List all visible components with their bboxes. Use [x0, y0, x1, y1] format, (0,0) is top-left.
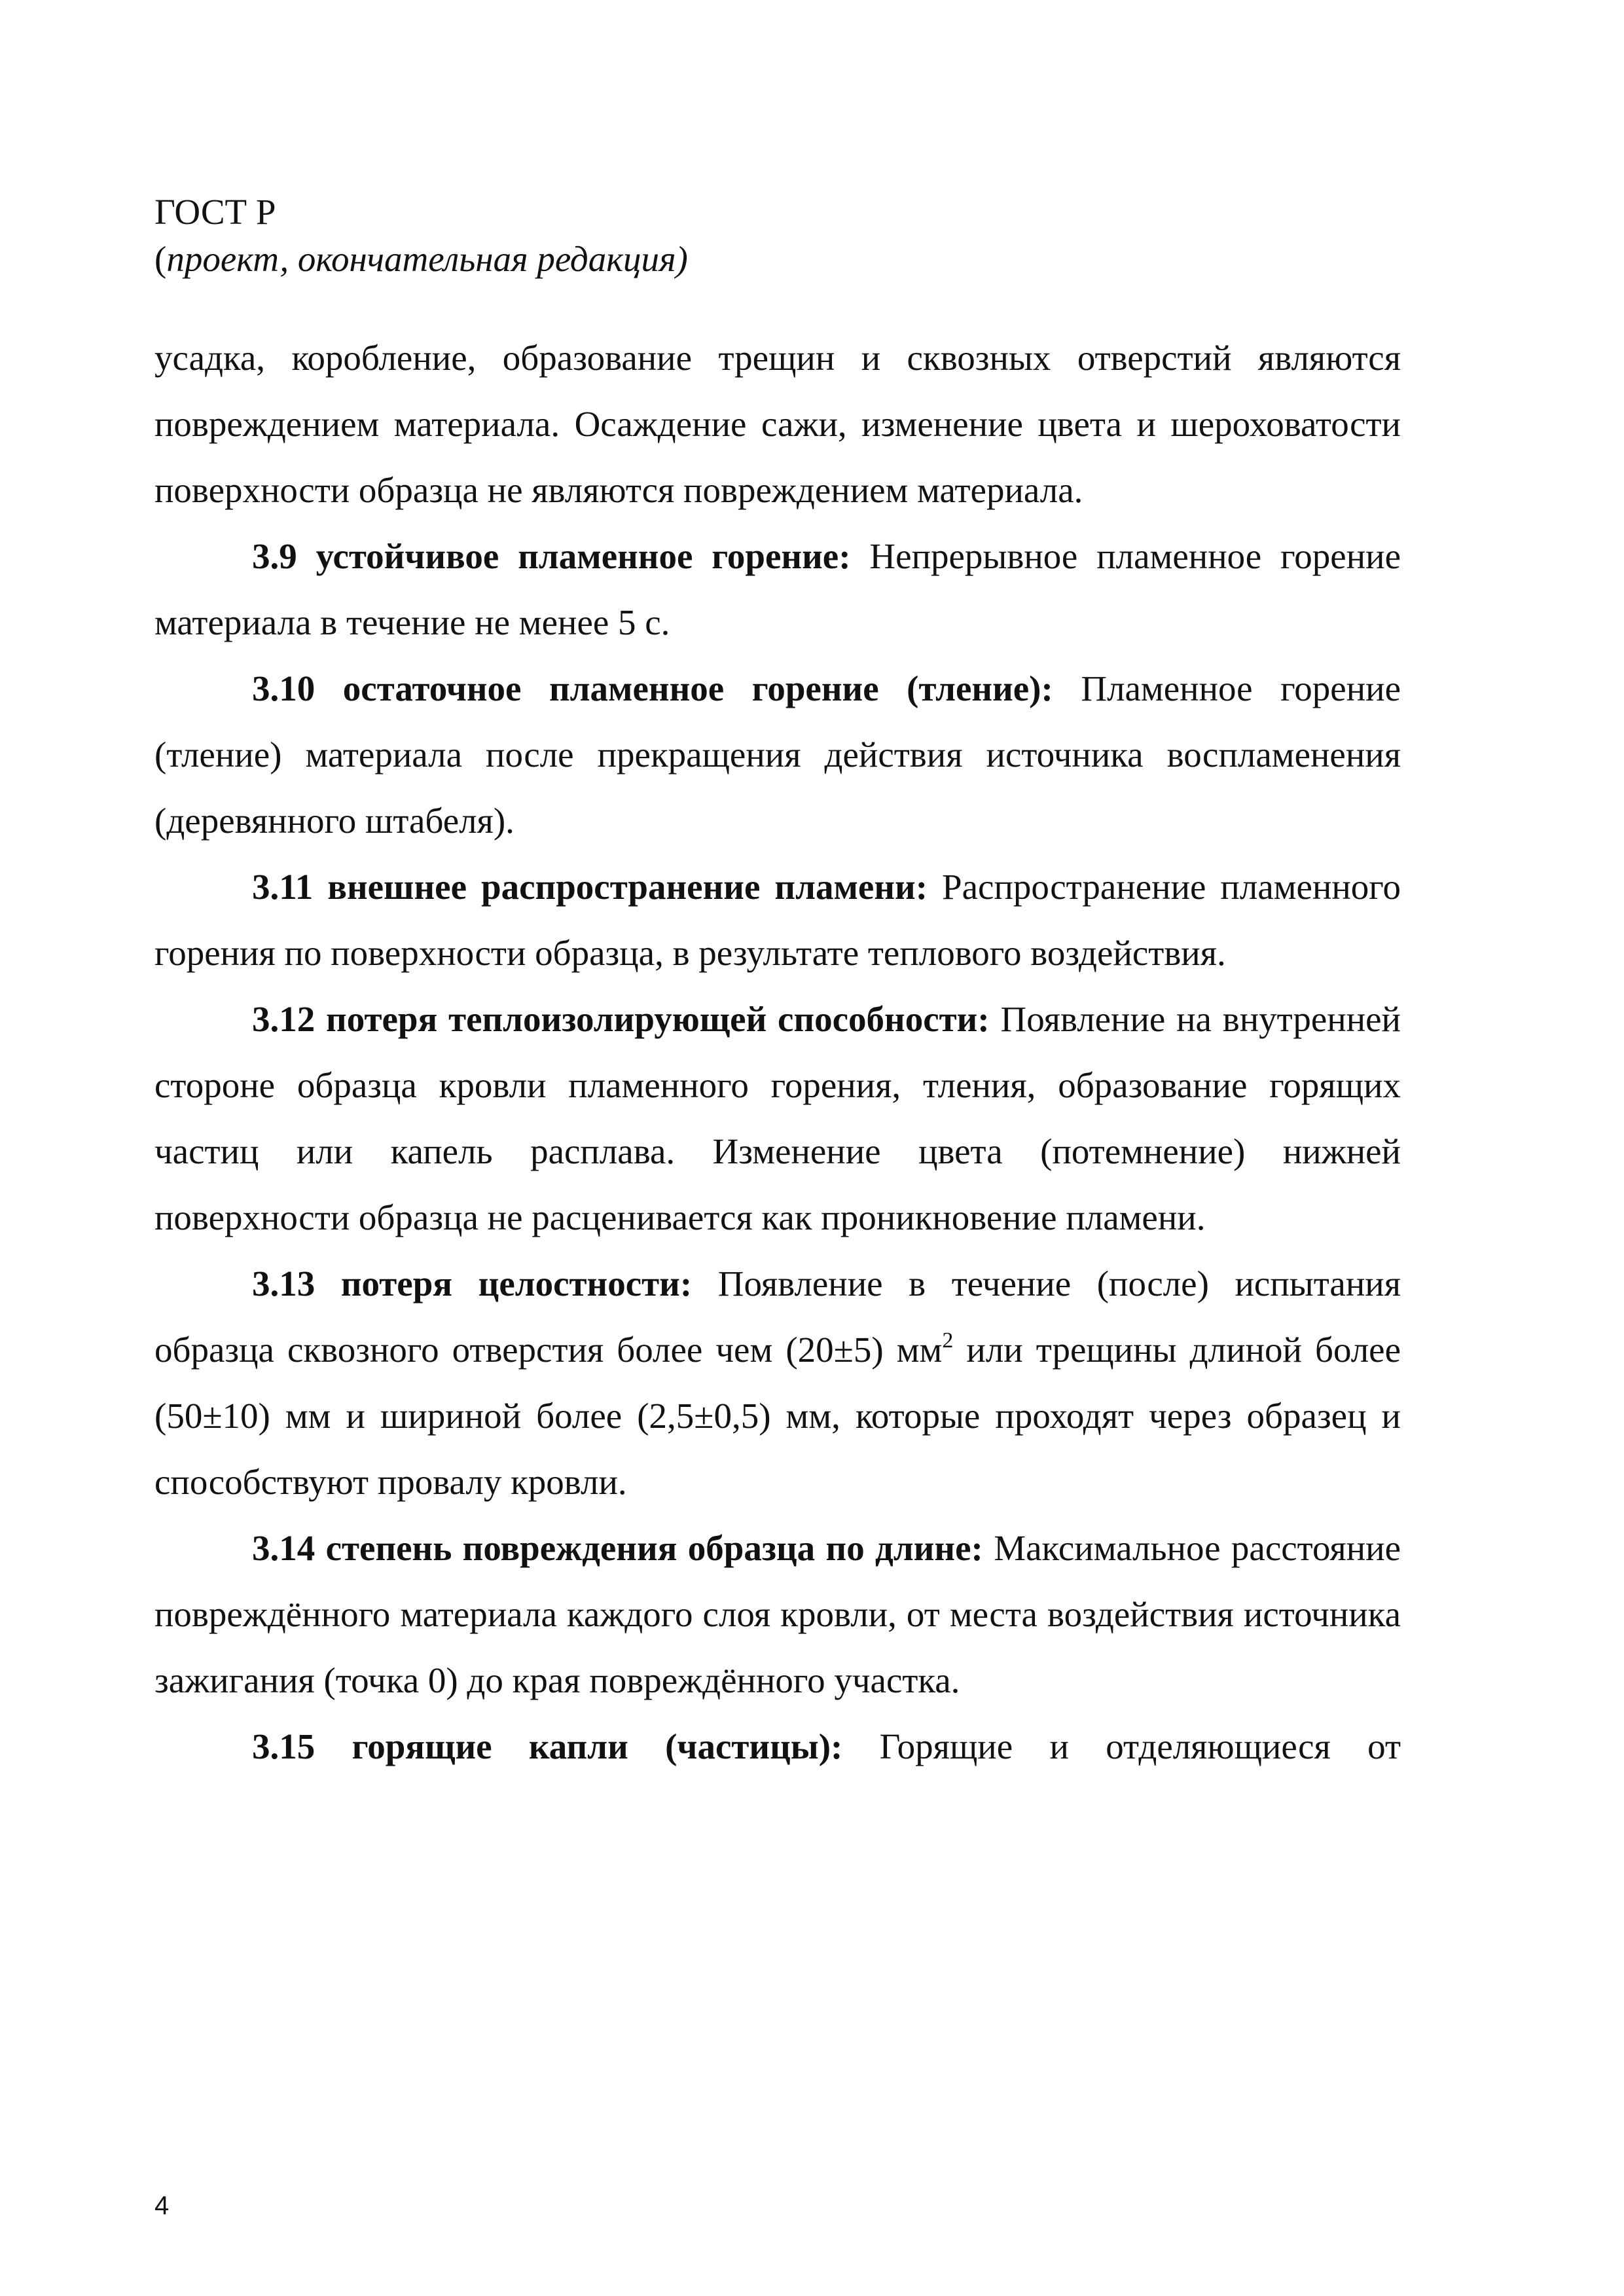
edition-note: [154, 236, 1202, 283]
definition-text: Появление на внутренней стороне образца кровли пламенного горения, тления, образование горящих частиц или капель расплава. Изменение цвета (потемнение) нижней поверхности образца не расценивается как проникновение пламени.: [154, 999, 1401, 1237]
definition-text: Появление в течение (после) испытания образца сквозного отверстия более чем (20±5) мм: [154, 1264, 1401, 1370]
definition-term: 3.10 остаточное пламенное горение (тление):: [252, 668, 1053, 708]
definition-3-10: [154, 655, 1401, 854]
definition-text: Непрерывное пламенное горение материала в течение не менее 5 с.: [154, 536, 1401, 642]
definition-3-11: [154, 854, 1401, 986]
definition-3-13: [154, 1250, 1401, 1515]
paragraph-text: усадка, коробление, образование трещин и сквозных отверстий являются повреждением материала. Осаждение сажи, изменение цвета и шероховатости поверхности образца не являются повреждением материала.: [154, 338, 1401, 510]
definition-term: 3.12 потеря теплоизолирующей способности:: [252, 999, 990, 1039]
definition-text: Горящие и отделяющиеся от: [842, 1726, 1401, 1766]
edition-note-text: проект, окончательная редакция): [166, 239, 688, 279]
superscript: 2: [942, 1328, 954, 1353]
definition-term: 3.15 горящие капли (частицы):: [252, 1726, 843, 1766]
definition-3-14: [154, 1515, 1401, 1713]
paragraph-continuation: [154, 325, 1401, 523]
definition-text: Максимальное расстояние повреждённого материала каждого слоя кровли, от места воздействия источника зажигания (точка 0) до края повреждённого участка.: [154, 1528, 1401, 1700]
definition-3-9: [154, 523, 1401, 655]
definition-3-15: [154, 1713, 1401, 1779]
edition-open-paren: (: [154, 239, 167, 279]
definition-3-12: [154, 986, 1401, 1250]
definition-text-continued: или трещины длиной более (50±10) мм и шириной более (2,5±0,5) мм, которые проходят через образец и способствуют провалу кровли.: [154, 1330, 1401, 1502]
definition-text: Распространение пламенного горения по поверхности образца, в результате теплового воздействия.: [154, 867, 1401, 973]
document-body: [154, 325, 1401, 1779]
definition-term: 3.11 внешнее распространение пламени:: [252, 867, 928, 907]
standard-designation: ГОСТ Р: [154, 192, 276, 232]
page-number: 4: [154, 2191, 170, 2220]
definition-term: 3.9 устойчивое пламенное горение:: [252, 536, 851, 576]
definition-text: Пламенное горение (тление) материала после прекращения действия источника воспламенения (деревянного штабеля).: [154, 668, 1401, 841]
definition-term: 3.14 степень повреждения образца по длине:: [252, 1528, 983, 1568]
document-header: [154, 189, 1202, 283]
definition-term: 3.13 потеря целостности:: [252, 1264, 693, 1303]
